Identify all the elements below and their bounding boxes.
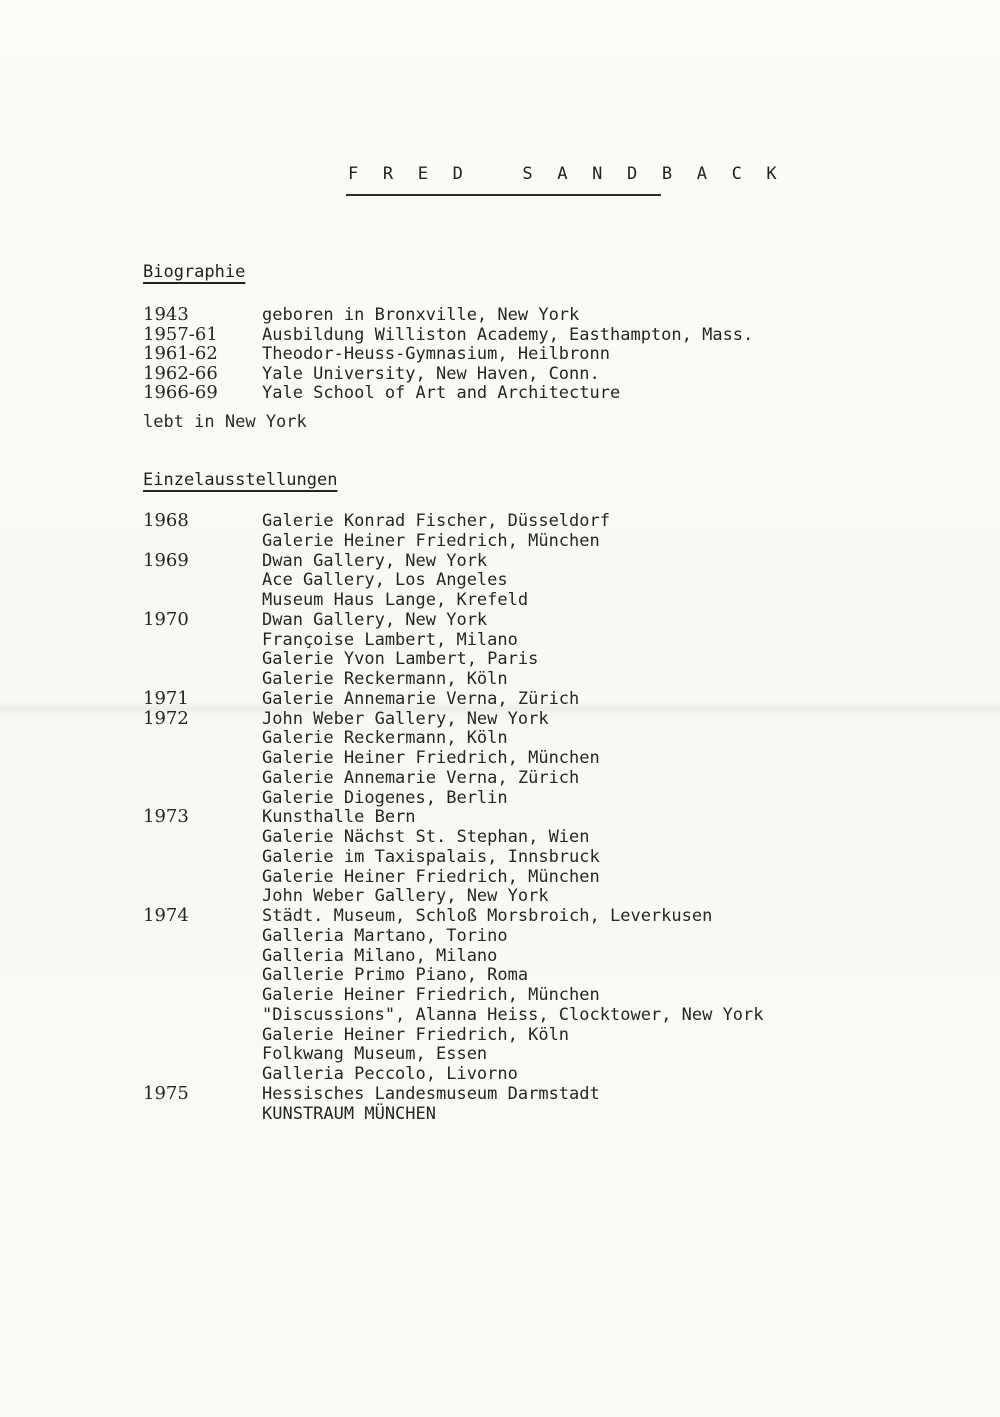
exhibition-entry: Galleria Martano, Torino [262, 925, 508, 946]
exhibition-entry: Galerie Yvon Lambert, Paris [262, 649, 539, 670]
exhibition-entry: John Weber Gallery, New York [262, 708, 549, 729]
exhibition-row [0, 807, 1000, 827]
exhibition-row [0, 590, 1000, 610]
biographie-row [0, 383, 1000, 403]
exhibition-entry: "Discussions", Alanna Heiss, Clocktower, New York [262, 1004, 764, 1025]
exhibition-year: 1973 [143, 806, 189, 828]
exhibition-entry: Galerie Reckermann, Köln [262, 728, 508, 749]
exhibition-entry: Galerie Diogenes, Berlin [262, 787, 508, 808]
exhibition-entry: Galerie Heiner Friedrich, München [262, 748, 600, 768]
exhibition-year: 1974 [143, 905, 189, 926]
exhibition-row [0, 709, 1000, 729]
exhibition-entry: Galerie Heiner Friedrich, München [262, 985, 600, 1005]
exhibition-row [0, 1025, 1000, 1045]
biographie-entry: Yale School of Art and Architecture [262, 383, 621, 404]
exhibition-entry: Hessisches Landesmuseum Darmstadt [262, 1083, 600, 1104]
exhibition-entry: Ace Gallery, Los Angeles [262, 570, 508, 591]
exhibition-entry: Galerie Nächst St. Stephan, Wien [262, 827, 590, 847]
biographie-entry: Ausbildung Williston Academy, Easthampton, Mass. [262, 324, 754, 345]
biographie-row [0, 305, 1000, 325]
exhibition-row [0, 689, 1000, 709]
exhibition-entry: Folkwang Museum, Essen [262, 1044, 488, 1065]
exhibition-entry: Galerie Heiner Friedrich, Köln [262, 1024, 570, 1045]
document-title: F R E D S A N D B A C K [348, 164, 784, 184]
exhibition-row [0, 669, 1000, 689]
exhibition-entry: Museum Haus Lange, Krefeld [262, 590, 529, 610]
biographie-entry: geboren in Bronxville, New York [262, 305, 580, 325]
exhibition-row [0, 985, 1000, 1005]
exhibition-entry: KUNSTRAUM MÜNCHEN [262, 1103, 436, 1124]
exhibition-entry: Galerie Heiner Friedrich, München [262, 530, 600, 551]
exhibition-entry: Gallerie Primo Piano, Roma [262, 965, 529, 986]
biographie-row [0, 344, 1000, 364]
exhibition-row [0, 788, 1000, 808]
exhibition-entry: Kunsthalle Bern [262, 807, 416, 828]
exhibition-year: 1975 [143, 1082, 189, 1104]
exhibition-entry: Galerie Annemarie Verna, Zürich [262, 688, 580, 709]
exhibition-year: 1971 [143, 687, 189, 709]
residence-note: lebt in New York [143, 412, 307, 432]
exhibition-year: 1968 [143, 510, 189, 531]
biographie-heading: Biographie [143, 262, 246, 282]
exhibition-row [0, 886, 1000, 906]
biographie-year: 1943 [143, 304, 189, 325]
biographie-year: 1966-69 [143, 382, 218, 404]
exhibition-row [0, 946, 1000, 966]
exhibition-row [0, 531, 1000, 551]
biographie-row [0, 325, 1000, 345]
exhibition-row [0, 926, 1000, 946]
exhibition-row [0, 1044, 1000, 1064]
exhibition-row [0, 827, 1000, 847]
exhibition-row [0, 847, 1000, 867]
exhibition-row [0, 906, 1000, 926]
biographie-year: 1957-61 [143, 323, 218, 345]
biographie-year: 1961-62 [143, 343, 218, 365]
exhibition-row [0, 768, 1000, 788]
exhibition-entry: Galerie Annemarie Verna, Zürich [262, 767, 580, 788]
exhibition-entry: Galleria Peccolo, Livorno [262, 1064, 518, 1084]
exhibition-entry: Städt. Museum, Schloß Morsbroich, Leverkusen [262, 906, 713, 926]
einzelausstellungen-heading: Einzelausstellungen [143, 470, 338, 490]
exhibition-row [0, 1064, 1000, 1084]
exhibition-row [0, 965, 1000, 985]
exhibition-row [0, 551, 1000, 571]
exhibition-row [0, 1005, 1000, 1025]
exhibition-row [0, 610, 1000, 630]
exhibition-row [0, 1084, 1000, 1104]
exhibition-entry: Galerie Konrad Fischer, Düsseldorf [262, 511, 610, 531]
exhibition-entry: Galleria Milano, Milano [262, 945, 498, 966]
exhibition-year: 1970 [143, 608, 189, 630]
exhibition-row [0, 1104, 1000, 1124]
exhibition-row [0, 630, 1000, 650]
biographie-entry: Theodor-Heuss-Gymnasium, Heilbronn [262, 344, 610, 365]
title-underline [346, 194, 661, 196]
exhibition-entry: Galerie im Taxispalais, Innsbruck [262, 846, 600, 867]
exhibition-row [0, 649, 1000, 669]
exhibition-row [0, 511, 1000, 531]
biographie-year: 1962-66 [143, 362, 218, 384]
exhibition-entry: John Weber Gallery, New York [262, 886, 549, 907]
exhibition-row [0, 728, 1000, 748]
exhibition-row [0, 570, 1000, 590]
exhibition-entry: Galerie Reckermann, Köln [262, 669, 508, 689]
exhibition-year: 1969 [143, 549, 189, 571]
exhibition-entry: Galerie Heiner Friedrich, München [262, 866, 600, 887]
biographie-row [0, 364, 1000, 384]
biographie-entry: Yale University, New Haven, Conn. [262, 363, 600, 384]
exhibition-year: 1972 [143, 707, 189, 729]
exhibition-entry: Dwan Gallery, New York [262, 550, 488, 571]
exhibition-row [0, 748, 1000, 768]
exhibition-row [0, 867, 1000, 887]
exhibition-entry: Françoise Lambert, Milano [262, 629, 518, 650]
exhibition-entry: Dwan Gallery, New York [262, 609, 488, 630]
